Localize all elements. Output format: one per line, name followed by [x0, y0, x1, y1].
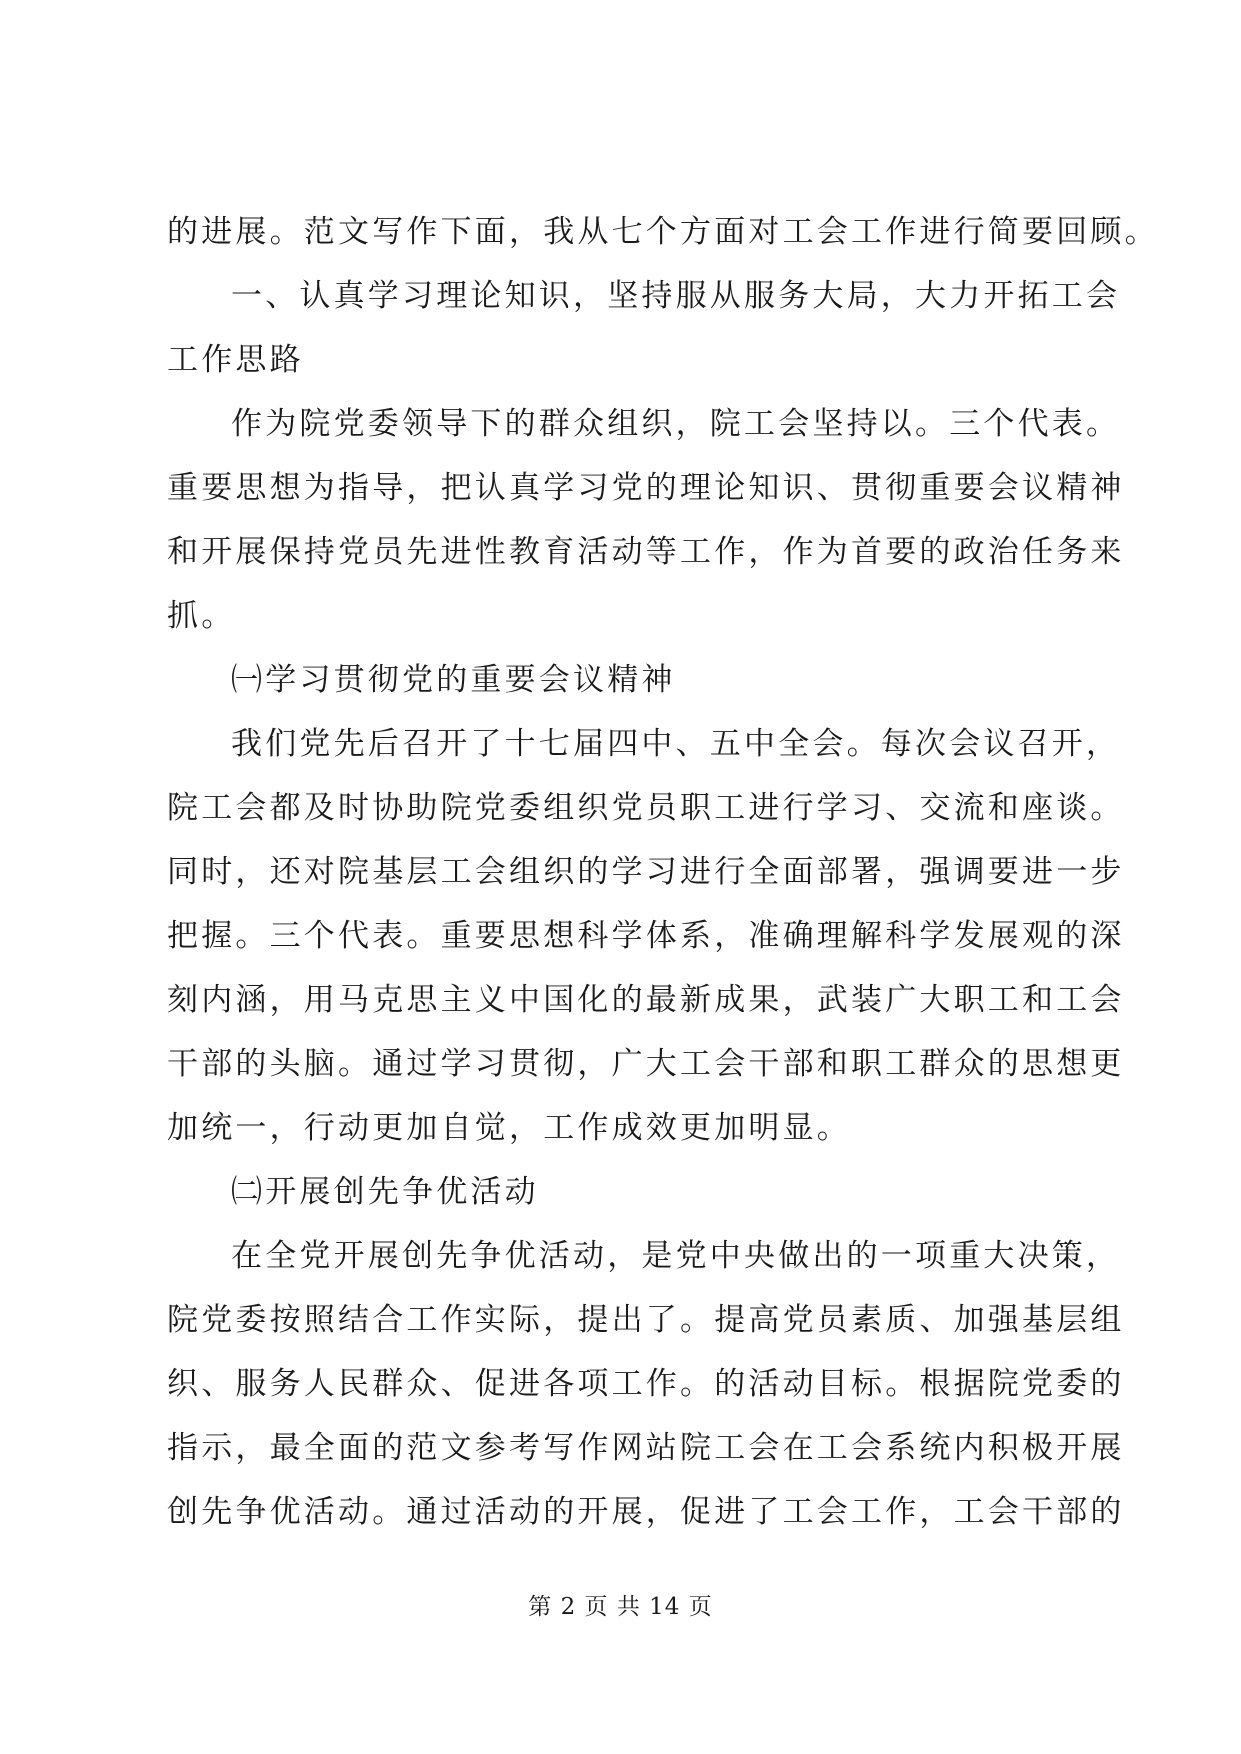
text-line: 院工会都及时协助院党委组织党员职工进行学习、交流和座谈。 [167, 790, 1125, 826]
text-line: 院党委按照结合工作实际，提出了。提高党员素质、加强基层组 [167, 1302, 1125, 1338]
text-line: ㈠学习贯彻党的重要会议精神 [231, 662, 676, 698]
text-line: 把握。三个代表。重要思想科学体系，准确理解科学发展观的深 [167, 918, 1125, 954]
text-line: 刻内涵，用马克思主义中国化的最新成果，武装广大职工和工会 [167, 982, 1125, 1018]
text-line: 我们党先后召开了十七届四中、五中全会。每次会议召开， [231, 726, 1121, 762]
text-line: 和开展保持党员先进性教育活动等工作，作为首要的政治任务来 [167, 534, 1125, 570]
body-text [167, 200, 1159, 1544]
text-line: 创先争优活动。通过活动的开展，促进了工会工作，工会干部的 [167, 1494, 1125, 1530]
text-line: 指示，最全面的范文参考写作网站院工会在工会系统内积极开展 [167, 1430, 1125, 1466]
text-line: 在全党开展创先争优活动，是党中央做出的一项重大决策， [231, 1238, 1121, 1274]
text-line: 织、服务人民群众、促进各项工作。的活动目标。根据院党委的 [167, 1366, 1125, 1402]
text-line: 作为院党委领导下的群众组织，院工会坚持以。三个代表。 [231, 406, 1121, 442]
page-footer: 第 2 页 共 14 页 [528, 1594, 713, 1620]
text-line: 的进展。范文写作下面，我从七个方面对工会工作进行简要回顾。 [167, 214, 1159, 250]
text-line: 一、认真学习理论知识，坚持服从服务大局，大力开拓工会 [231, 278, 1121, 314]
text-line: 工作思路 [167, 342, 304, 378]
text-line: ㈡开展创先争优活动 [231, 1174, 539, 1210]
text-line: 干部的头脑。通过学习贯彻，广大工会干部和职工群众的思想更 [167, 1046, 1125, 1082]
text-line: 重要思想为指导，把认真学习党的理论知识、贯彻重要会议精神 [167, 470, 1125, 506]
text-line: 同时，还对院基层工会组织的学习进行全面部署，强调要进一步 [167, 854, 1125, 890]
text-line: 抓。 [167, 598, 236, 634]
text-line: 加统一，行动更加自觉，工作成效更加明显。 [167, 1110, 851, 1146]
